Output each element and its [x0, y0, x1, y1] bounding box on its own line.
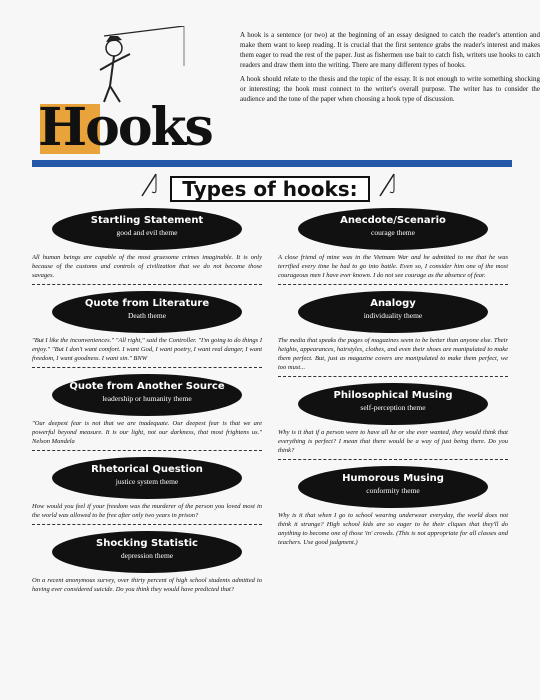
logo-title: Hooks: [38, 97, 212, 158]
hook-example: All human beings are capable of the most gruesome crimes imaginable. It is only because of the customs and controls of civilization that we do not become those savages.: [32, 254, 262, 279]
hook-theme: justice system theme: [115, 477, 179, 486]
hook-name: Quote from Another Source: [69, 381, 225, 392]
hook-theme: depression theme: [120, 551, 174, 560]
divider: [32, 284, 262, 285]
left-column: [32, 208, 262, 598]
divider: [32, 367, 262, 368]
intro-paragraph: A hook should relate to the thesis and the topic of the essay. It is not enough to write something shocking or interesting; the hook must connect to the writer's overall purpose. The writer has to consider the audience and the tone of the paper when choosing a hook type of discussion.: [240, 75, 540, 103]
hook-badge: [298, 466, 488, 508]
hook-badge: [52, 457, 242, 499]
hook-name: Philosophical Musing: [333, 390, 453, 401]
hook-name: Startling Statement: [90, 215, 204, 226]
hook-theme: individuality theme: [363, 311, 423, 320]
divider: [278, 376, 508, 377]
hook-example: How would you feel if your freedom was the murderer of the person you loved most in the world was allowed to be free after only two years in prison?: [32, 503, 262, 519]
hook-philosophical-musing: [278, 383, 508, 460]
hook-badge: [52, 531, 242, 573]
right-column: [278, 208, 508, 551]
hook-badge: [298, 291, 488, 333]
hook-example: On a recent anonymous survey, over thirty percent of high school students admitted to having ever considered suicide. Do you think they would have predicted that?: [32, 577, 262, 593]
hook-anecdote: [278, 208, 508, 285]
hook-analogy: [278, 291, 508, 377]
fishing-rod-icon: [140, 172, 160, 198]
hook-badge: [298, 208, 488, 250]
hook-humorous-musing: [278, 466, 508, 547]
hook-example: Why is it that when I go to school wearing underwear everyday, the world does not think it strange? High school kids are so eager to be their cliques that they'll do anything to become one of those 'in' crowds. (This is not appropriate for all classes and teachers. Use good judgment.): [278, 512, 508, 546]
hook-badge: [52, 291, 242, 333]
hook-badge: [52, 374, 242, 416]
hook-example: Why is it that if a person were to have all he or she ever wanted, they would think that everything is perfect? I mean that there would be a way of just being there. Do you think?: [278, 429, 508, 454]
hook-example: "But I like the inconveniences." "All right," said the Controller. "I'm going to do things I enjoy." "But I don't want comfort. I want God, I want poetry, I want real danger, I want freedom, I want goodness. I want sin." BNW: [32, 337, 262, 362]
hook-theme: self-perception theme: [360, 403, 426, 412]
hook-theme: Death theme: [127, 311, 167, 320]
fisherman-illustration: [74, 26, 194, 106]
hook-badge: [298, 383, 488, 425]
hook-theme: good and evil theme: [116, 228, 178, 237]
hook-startling-statement: [32, 208, 262, 285]
hook-name: Quote from Literature: [84, 298, 210, 309]
hook-example: The media that speaks the pages of magazines seem to be better than anyone else. Their heights, appearances, hairstyles, clothes, and even their shoes are manipulated to make them perfect. But, just as magazine covers are manipulated to make them perfect, we too must...: [278, 337, 508, 371]
hook-example: "Our deepest fear is not that we are inadequate. Our deepest fear is that we are powerful beyond measure. It is our light, not our darkness, that most frightens us." Nelson Mandela: [32, 420, 262, 445]
intro-text: [240, 30, 540, 108]
hook-name: Shocking Statistic: [96, 538, 198, 549]
divider: [32, 450, 262, 451]
hook-shocking-statistic: [32, 531, 262, 594]
hook-name: Rhetorical Question: [91, 464, 203, 475]
hook-theme: conformity theme: [366, 486, 420, 495]
hook-rhetorical-question: [32, 457, 262, 525]
hook-quote-another-source: [32, 374, 262, 451]
header: [32, 22, 540, 162]
hook-theme: leadership or humanity theme: [102, 394, 192, 403]
hook-quote-literature: [32, 291, 262, 368]
divider: [278, 284, 508, 285]
hook-badge: [52, 208, 242, 250]
blue-divider: [32, 160, 512, 167]
intro-paragraph: A hook is a sentence (or two) at the beginning of an essay designed to catch the reader's attention and make them want to keep reading. It is crucial that the first sentence grabs the reader's interest and makes them eager to read the rest of the paper. Just as fishermen use bait to catch fish, writers use hooks to catch readers and draw them into the writing. There are many different types of hooks.: [240, 31, 540, 69]
hook-theme: courage theme: [371, 228, 415, 237]
hook-example: A close friend of mine was in the Vietnam War and he admitted to me that he was terrified every time he had to go into battle. Even so, I consider him one of the most courageous men I have ever known. I do not see courage as the absence of fear.: [278, 254, 508, 279]
hook-name: Analogy: [370, 298, 416, 309]
divider: [32, 524, 262, 525]
types-title: Types of hooks:: [170, 176, 370, 202]
fishing-rod-icon: [378, 172, 398, 198]
divider: [278, 459, 508, 460]
hook-name: Humorous Musing: [342, 473, 444, 484]
hook-name: Anecdote/Scenario: [340, 215, 446, 226]
